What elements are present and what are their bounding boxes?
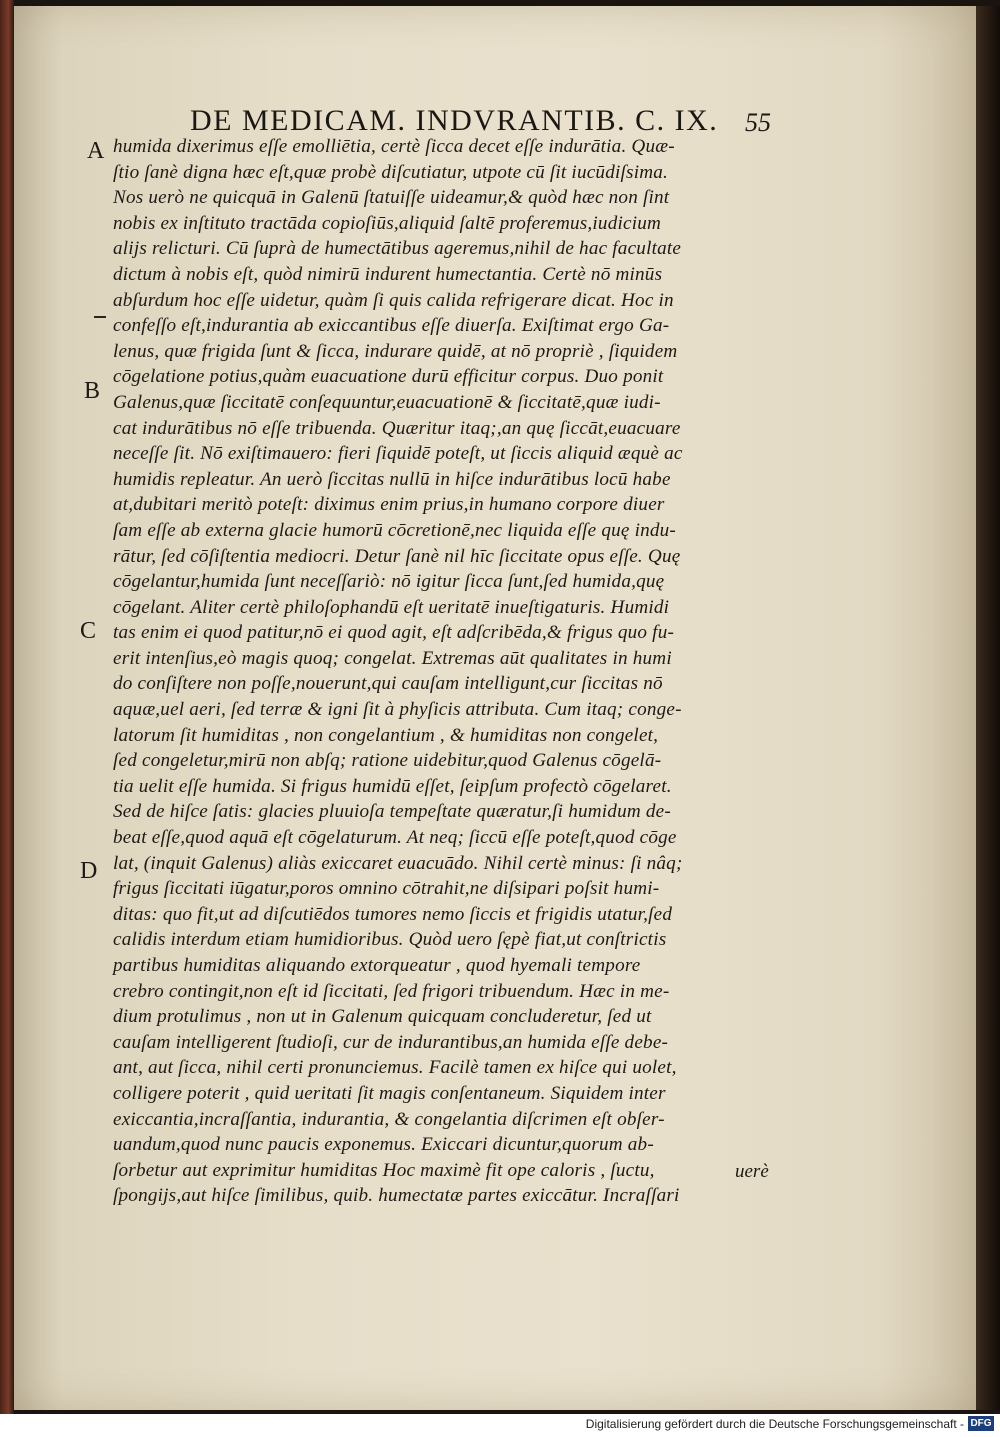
book-spine (0, 0, 14, 1414)
text-line: lat, (inquit Galenus) aliàs exiccaret euacuādo. Nihil certè minus: ſi nâq; (113, 852, 683, 874)
text-line: crebro contingit,non eſt id ſiccitati, ſed frigori tribuendum. Hæc in me- (113, 980, 670, 1002)
text-line: calidis interdum etiam humidioribus. Quòd uero ſępè fiat,ut conſtrictis (113, 929, 667, 951)
text-line: aquæ,uel aeri, ſed terræ & igni ſit à phyſicis attributa. Cum itaq; conge- (113, 699, 682, 721)
catchword: uerè (735, 1161, 769, 1182)
text-line: cauſam intelligerent ſtudioſi, cur de indurantibus,an humida eſſe debe- (113, 1031, 669, 1053)
text-line: Nos uerò ne quicquā in Galenū ſtatuiſſe uideamur,& quòd hæc non ſint (113, 187, 670, 209)
text-line: confeſſo eſt,indurantia ab exiccantibus eſſe diuerſa. Exiſtimat ergo Ga- (113, 315, 670, 337)
text-line: cōgelatione potius,quàm euacuatione durū efficitur corpus. Duo ponit (113, 366, 664, 388)
margin-letter-d: D (80, 858, 98, 884)
text-line: neceſſe ſit. Nō exiſtimauero: fieri ſiquidē poteſt, ut ſiccis aliquid æquè ac (113, 443, 683, 465)
text-line: ſpongijs,aut hiſce ſimilibus, quib. humectatæ partes exiccātur. Incraſſari (113, 1185, 680, 1207)
text-line: dictum à nobis eſt, quòd nimirū indurent humectantia. Certè nō minūs (113, 263, 663, 285)
text-line: tas enim ei quod patitur,nō ei quod agit, eſt adſcribēda,& frigus quo fu- (113, 622, 675, 644)
text-line: exiccantia,incraſſantia, indurantia, & congelantia diſcrimen eſt obſer- (113, 1108, 665, 1130)
text-line: dium protulimus , non ut in Galenum quicquam concluderetur, ſed ut (113, 1006, 652, 1028)
text-line: ſtio ſanè digna hæc eſt,quæ probè diſcutiatur, utpote cū ſit iucūdiſsima. (113, 161, 669, 183)
text-line: nobis ex inſtituto tractāda copioſiūs,aliquid ſaltē proferemus,iudicium (113, 212, 662, 234)
margin-letter-a: A (87, 138, 105, 164)
text-line: do conſiſtere non poſſe,nouerunt,qui cauſam intelligunt,cur ſiccitas nō (113, 673, 663, 695)
text-line: latorum ſit humiditas , non congelantium , & humiditas non congelet, (113, 724, 659, 746)
dfg-logo: DFG (968, 1416, 994, 1431)
page-number: 55 (745, 108, 771, 137)
text-line: frigus ſiccitati iūgatur,poros omnino cōtrahit,ne diſsipari poſsit humi- (113, 878, 660, 900)
text-line: humidis repleatur. An uerò ſiccitas nullū in hiſce indurātibus locū habe (113, 468, 671, 490)
text-line: uandum,quod nunc paucis exponemus. Exiccari dicuntur,quorum ab- (113, 1134, 654, 1156)
footer-credit-text: Digitalisierung gefördert durch die Deutsche Forschungsgemeinschaft - (585, 1417, 964, 1431)
page-edge-shadow (976, 6, 1000, 1410)
text-line: beat eſſe,quod aquā eſt cōgelaturum. At neq; ſiccū eſſe poteſt,quod cōge (113, 827, 677, 849)
body-text (113, 134, 793, 1209)
text-line: ant, aut ſicca, nihil certi pronunciemus. Facilè tamen ex hiſce qui uolet, (113, 1057, 677, 1079)
text-line: ſam eſſe ab externa glacie humorū cōcretionē,nec liquida eſſe quę indu- (113, 519, 677, 541)
text-line: lenus, quæ frigida ſunt & ſicca, indurare quidē, at nō propriè , ſiquidem (113, 340, 678, 362)
text-line: cōgelantur,humida ſunt neceſſariò: nō igitur ſicca ſunt,ſed humida,quę (113, 571, 665, 593)
text-line: colligere poterit , quid ueritati ſit magis conſentaneum. Siquidem inter (113, 1082, 666, 1104)
text-line: Sed de hiſce ſatis: glacies pluuioſa tempeſtate quæratur,ſi humidum de- (113, 801, 671, 823)
running-head: DE MEDICAM. INDVRANTIB. C. IX. (190, 104, 719, 137)
text-line: cat indurātibus nō eſſe tribuenda. Quæritur itaq;,an quę ſiccāt,euacuare (113, 417, 681, 439)
margin-letter-b: B (84, 378, 101, 404)
text-line: alijs relicturi. Cū ſuprà de humectātibus ageremus,nihil de hac facultate (113, 238, 682, 260)
text-line: ditas: quo fit,ut ad diſcutiēdos tumores nemo ſiccis et frigidis utatur,ſed (113, 903, 673, 925)
text-line: at,dubitari meritò poteſt: diximus enim prius,in humano corpore diuer (113, 494, 665, 516)
text-line: partibus humiditas aliquando extorqueatur , quod hyemali tempore (113, 955, 641, 976)
text-line: cōgelant. Aliter certè philoſophandū eſt ueritatē inueſtigaturis. Humidi (113, 596, 670, 618)
text-line: Galenus,quæ ſiccitatē conſequuntur,euacuationē & ſiccitatē,quæ iudi- (113, 391, 661, 413)
text-line: humida dixerimus eſſe emolliētia, certè ſicca decet eſſe indurātia. Quæ- (113, 136, 675, 157)
text-line: rātur, ſed cōſiſtentia mediocri. Detur ſanè nil hīc ſiccitate opus eſſe. Quę (113, 545, 681, 567)
text-line: ſorbetur aut exprimitur humiditas Hoc maximè fit ope caloris , ſuctu, (113, 1159, 655, 1181)
margin-dash-mark (94, 316, 106, 318)
text-line: ſed congeletur,mirū non abſq; ratione uidebitur,quod Galenus cōgelā- (113, 750, 662, 772)
margin-letter-c: C (80, 618, 97, 644)
text-line: tia uelit eſſe humida. Si frigus humidū eſſet, ſeipſum profectò cōgelaret. (113, 775, 672, 797)
text-line: erit intenſius,eò magis quoq; congelat. Extremas aūt qualitates in humi (113, 647, 672, 669)
text-line: abſurdum hoc eſſe uidetur, quàm ſi quis calida refrigerare dicat. Hoc in (113, 289, 674, 311)
